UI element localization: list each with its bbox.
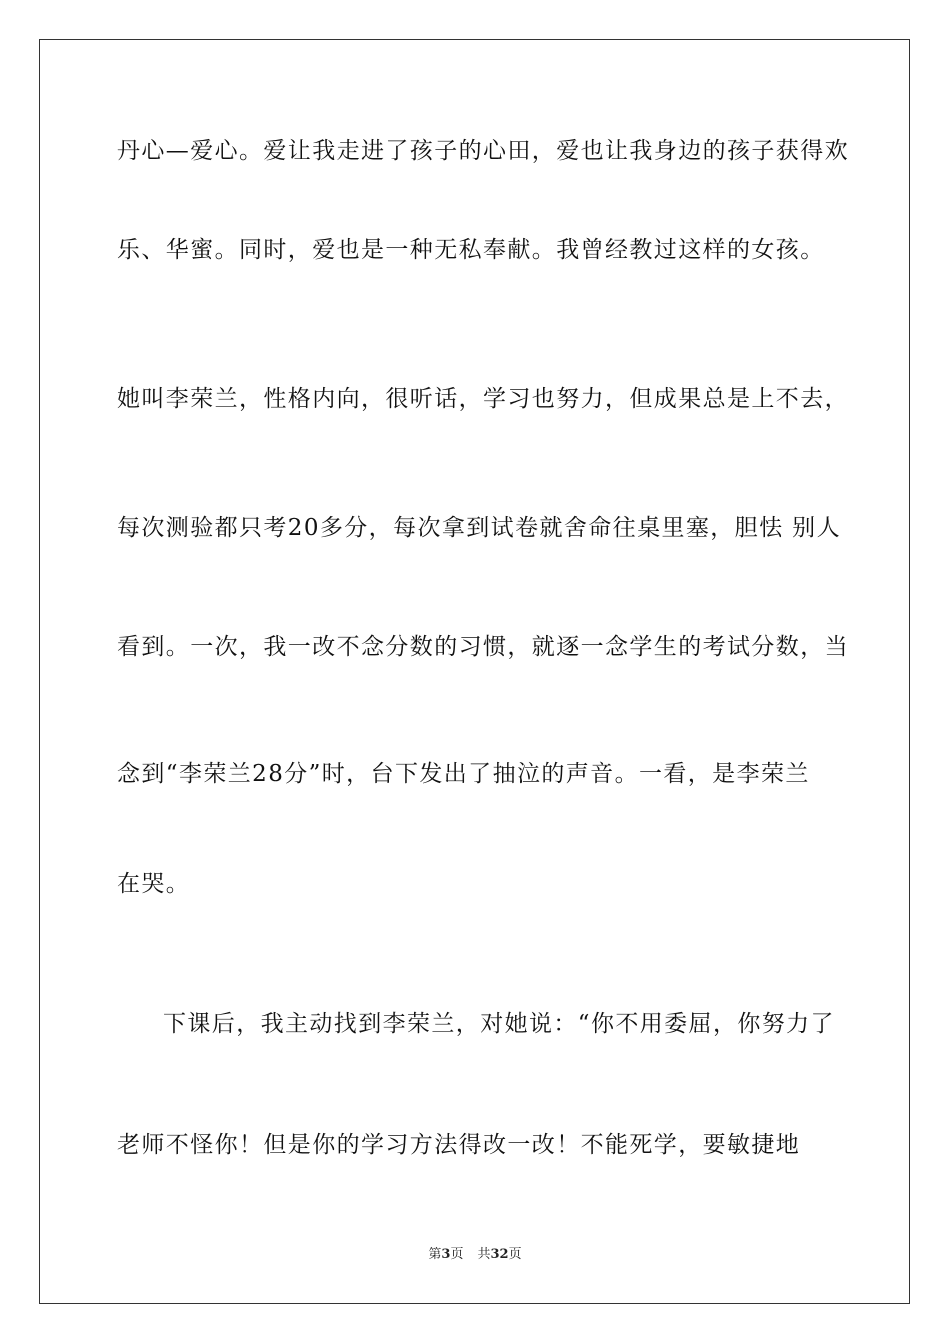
text-line-2: 乐、华蜜。同时，爱也是一种无私奉献。我曾经教过这样的女孩。 [117, 237, 825, 263]
total-prefix: 共 [477, 1247, 491, 1262]
total-suffix: 页 [508, 1247, 522, 1262]
text-line-3: 她叫李荣兰，性格内向，很听话，学习也努力，但成果总是上不去， [117, 386, 849, 412]
page-border [39, 39, 910, 1304]
page-number: 3 [441, 1247, 451, 1262]
total-pages: 32 [490, 1247, 509, 1262]
text-line-4: 每次测验都只考20多分，每次拿到试卷就舍命往桌里塞，胆怯 别人 [117, 515, 841, 541]
text-line-9: 老师不怪你！但是你的学习方法得改一改！不能死学，要敏捷地 [117, 1132, 801, 1158]
page-suffix: 页 [450, 1247, 464, 1262]
text-line-7: 在哭。 [117, 871, 191, 897]
text-line-1: 丹心—爱心。爱让我走进了孩子的心田，爱也让我身边的孩子获得欢 [117, 138, 849, 164]
text-line-6: 念到“李荣兰28分”时，台下发出了抽泣的声音。一看，是李荣兰 [117, 761, 810, 787]
page-footer [0, 1247, 950, 1263]
text-line-5: 看到。一次，我一改不念分数的习惯，就逐一念学生的考试分数，当 [117, 634, 849, 660]
text-line-8-paragraph-start: 下课后，我主动找到李荣兰，对她说：“你不用委屈，你努力了 [163, 1011, 835, 1037]
page-prefix: 第 [428, 1247, 442, 1262]
